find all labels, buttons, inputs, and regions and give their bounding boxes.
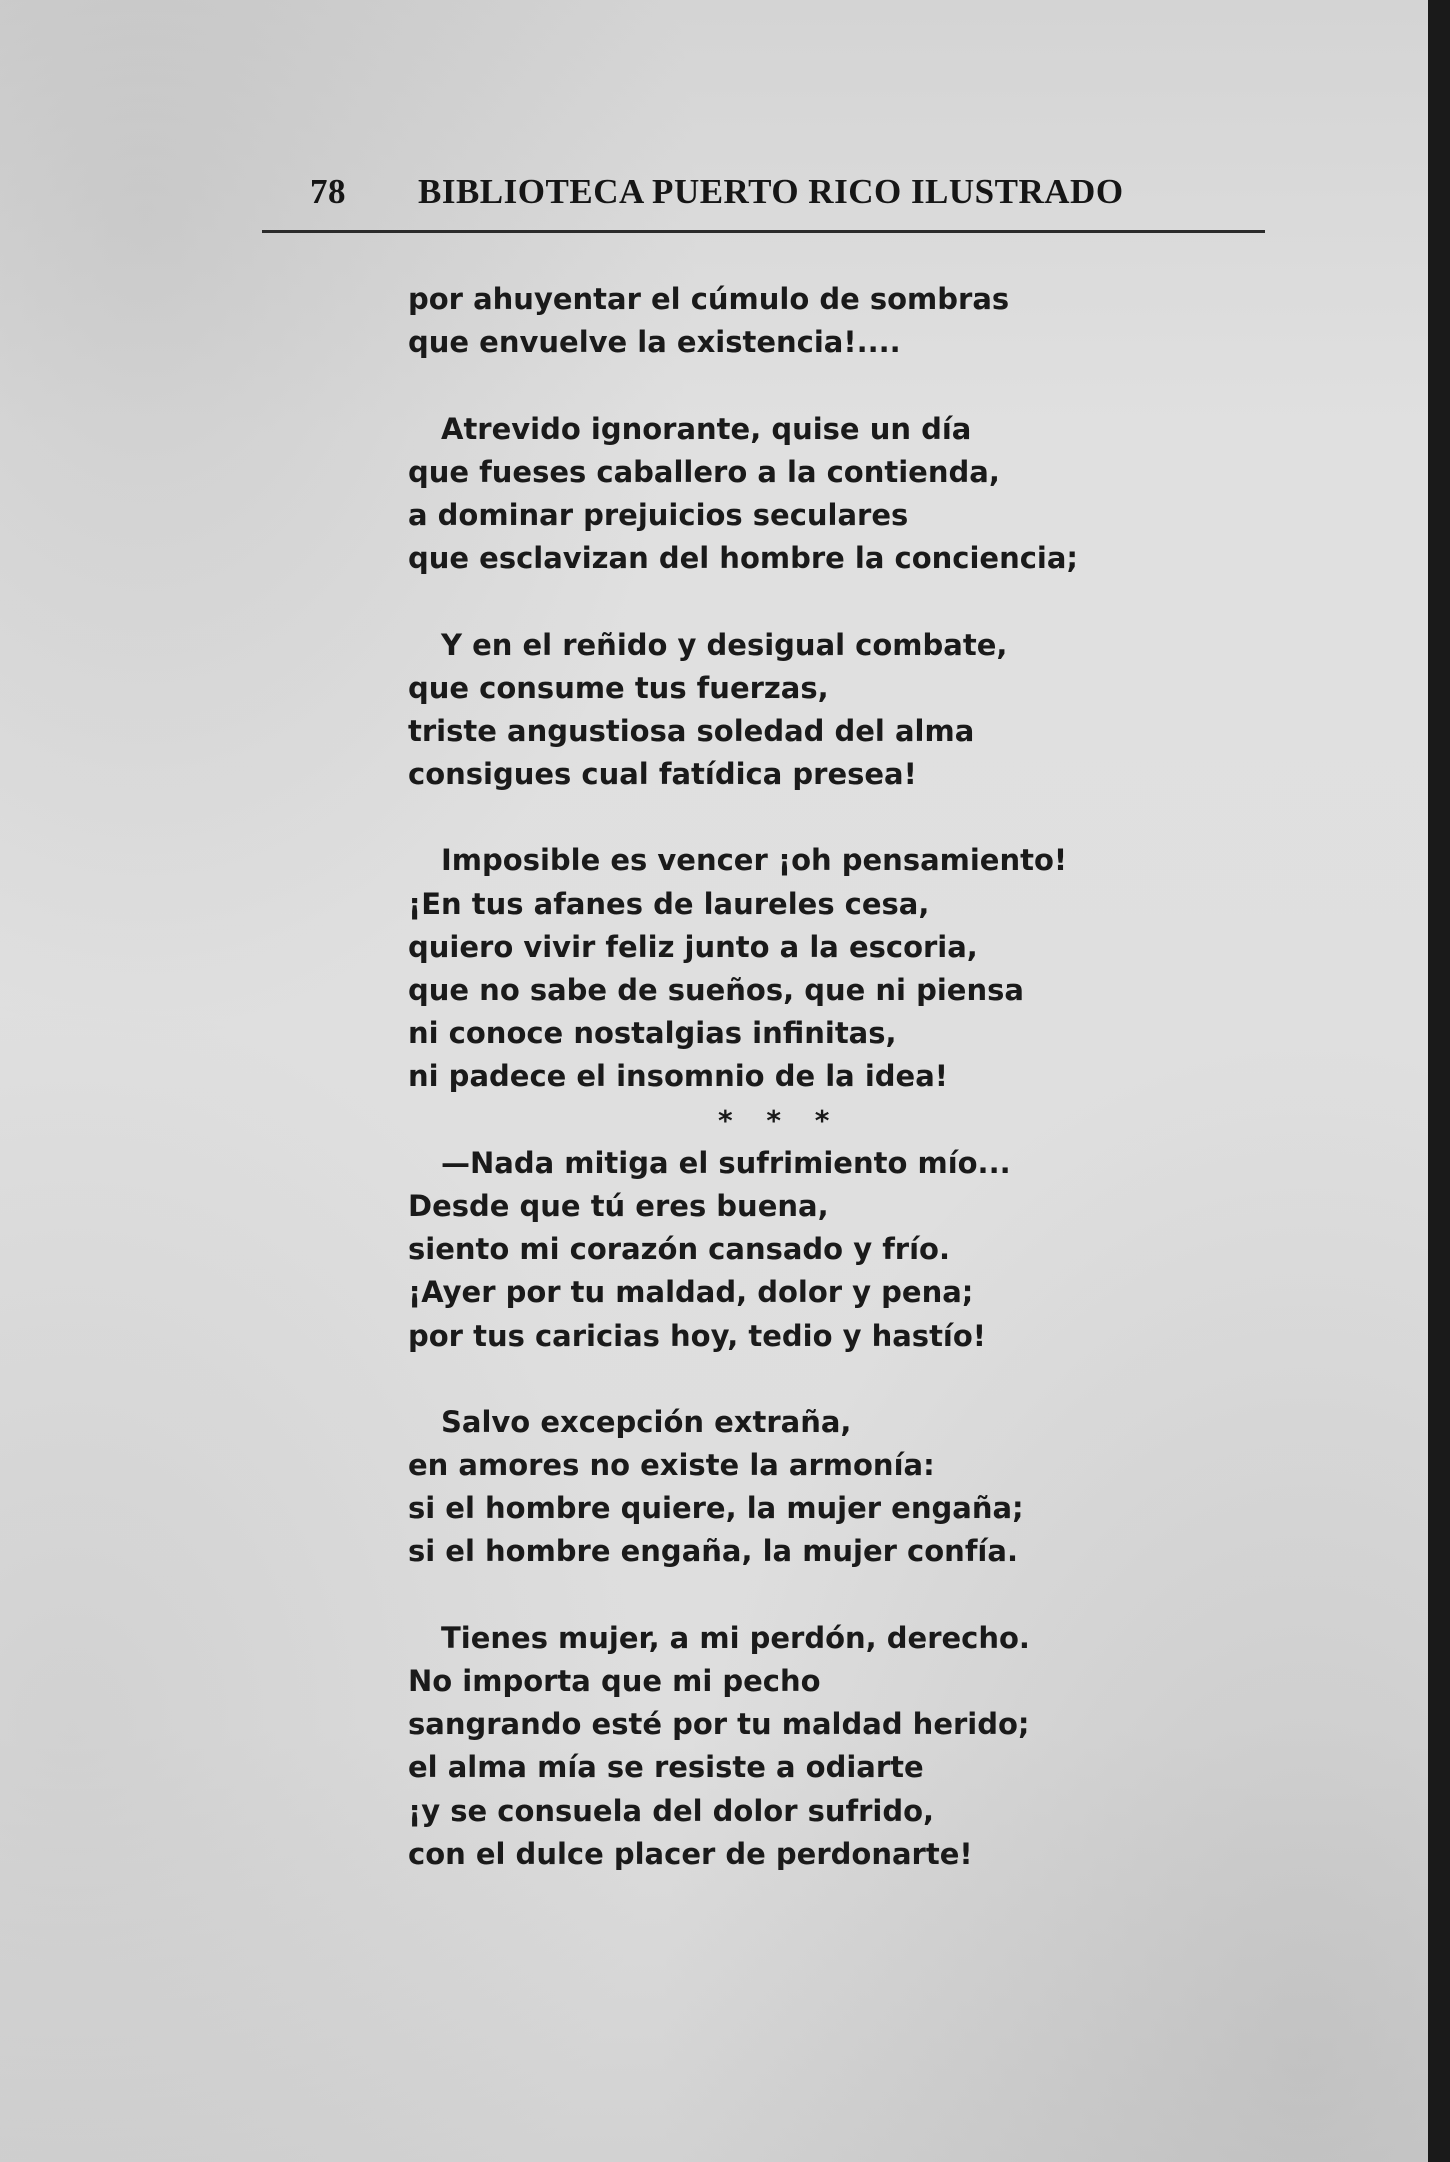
poem-line: si el hombre engaña, la mujer confía. <box>408 1534 1018 1569</box>
scan-edge-shadow <box>1428 0 1450 2162</box>
poem-line: que consume tus fuerzas, <box>408 670 829 705</box>
poem-line: por tus caricias hoy, tedio y hastío! <box>408 1318 987 1353</box>
poem-line: —Nada mitiga el sufrimiento mío... <box>441 1145 1011 1180</box>
poem-line: consigues cual fatídica presea! <box>408 757 917 792</box>
poem-line: Atrevido ignorante, quise un día <box>441 411 972 446</box>
poem-line: sangrando esté por tu maldad herido; <box>408 1707 1030 1742</box>
running-title: BIBLIOTECA PUERTO RICO ILUSTRADO <box>418 172 1124 211</box>
poem-text <box>408 278 1168 1876</box>
poem-line: siento mi corazón cansado y frío. <box>408 1232 950 1267</box>
poem-line: el alma mía se resiste a odiarte <box>408 1750 924 1785</box>
header-rule <box>262 230 1265 233</box>
poem-line: ¡y se consuela del dolor sufrido, <box>408 1793 935 1828</box>
poem-line: Desde que tú eres buena, <box>408 1188 829 1223</box>
poem-line: por ahuyentar el cúmulo de sombras <box>408 282 1010 316</box>
poem-line: quiero vivir feliz junto a la escoria, <box>408 929 978 964</box>
poem-line: en amores no existe la armonía: <box>408 1448 935 1483</box>
poem-line: si el hombre quiere, la mujer engaña; <box>408 1491 1024 1526</box>
poem-line: ni conoce nostalgias infinitas, <box>408 1016 897 1051</box>
poem-line: triste angustiosa soledad del alma <box>408 713 975 748</box>
poem-line: ni padece el insomnio de la idea! <box>408 1059 948 1094</box>
poem-line: Salvo excepción extraña, <box>441 1404 852 1439</box>
poem-line: No importa que mi pecho <box>408 1664 821 1698</box>
page-header <box>310 172 1210 228</box>
poem-line: Imposible es vencer ¡oh pensamiento! <box>441 843 1068 878</box>
poem-line: ¡Ayer por tu maldad, dolor y pena; <box>408 1275 974 1310</box>
section-separator: * * * <box>718 1103 842 1137</box>
poem-line: que esclavizan del hombre la conciencia; <box>408 541 1079 576</box>
poem-line: ¡En tus afanes de laureles cesa, <box>408 886 930 921</box>
poem-line: Tienes mujer, a mi perdón, derecho. <box>441 1620 1030 1655</box>
page-number: 78 <box>310 172 346 211</box>
poem-line: que fueses caballero a la contienda, <box>408 454 1000 489</box>
poem-line: que envuelve la existencia!.... <box>408 325 901 360</box>
poem-line: que no sabe de sueños, que ni piensa <box>408 973 1024 1007</box>
poem-line: Y en el reñido y desigual combate, <box>441 627 1008 662</box>
poem-line: con el dulce placer de perdonarte! <box>408 1836 973 1871</box>
poem-line: a dominar prejuicios seculares <box>408 497 909 532</box>
